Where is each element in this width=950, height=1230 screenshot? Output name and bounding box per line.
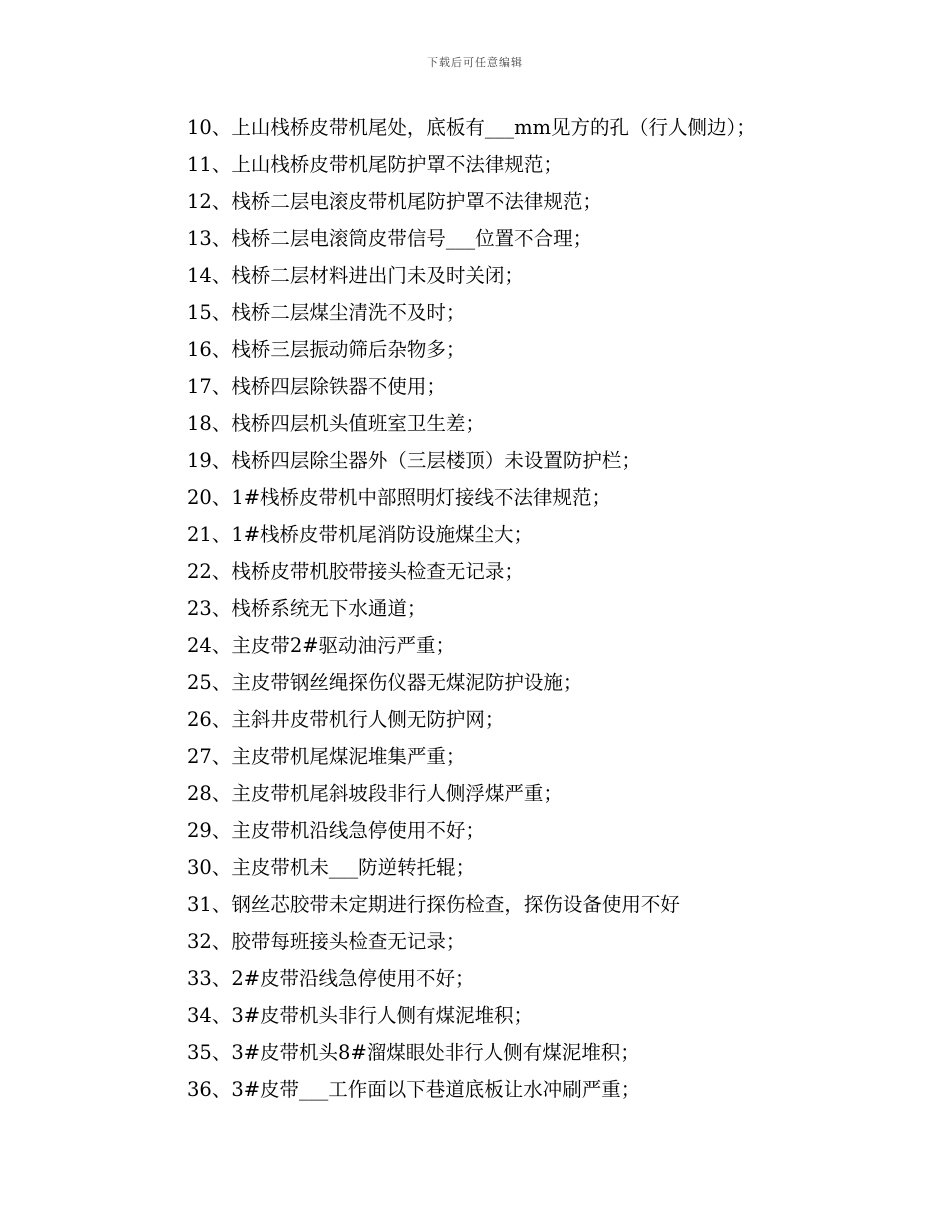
list-item: 15、栈桥二层煤尘清洗不及时； — [187, 301, 466, 324]
list-item: 10、上山栈桥皮带机尾处，底板有___mm见方的孔（行人侧边）； — [187, 116, 756, 139]
list-item: 30、主皮带机未___防逆转托辊； — [187, 856, 476, 879]
list-item: 27、主皮带机尾煤泥堆集严重； — [187, 745, 466, 768]
list-item: 21、1#栈桥皮带机尾消防设施煤尘大； — [187, 523, 534, 546]
list-item: 36、3#皮带___工作面以下巷道底板让水冲刷严重； — [187, 1078, 641, 1101]
list-item: 23、栈桥系统无下水通道； — [187, 597, 427, 620]
page-header: 下载后可任意编辑 — [427, 56, 523, 69]
list-item: 31、钢丝芯胶带未定期进行探伤检查，探伤设备使用不好 — [187, 893, 680, 916]
list-item: 16、栈桥三层振动筛后杂物多； — [187, 338, 466, 361]
list-item: 34、3#皮带机头非行人侧有煤泥堆积； — [187, 1004, 534, 1027]
list-item: 35、3#皮带机头8#溜煤眼处非行人侧有煤泥堆积； — [187, 1041, 640, 1064]
list-item: 20、1#栈桥皮带机中部照明灯接线不法律规范； — [187, 486, 612, 509]
list-item: 18、栈桥四层机头值班室卫生差； — [187, 412, 485, 435]
issue-list — [187, 112, 907, 1111]
list-item: 13、栈桥二层电滚筒皮带信号___位置不合理； — [187, 227, 593, 250]
list-item: 17、栈桥四层除铁器不使用； — [187, 375, 446, 398]
list-item: 22、栈桥皮带机胶带接头检查无记录； — [187, 560, 524, 583]
list-item: 24、主皮带2#驱动油污严重； — [187, 634, 456, 657]
list-item: 19、栈桥四层除尘器外（三层楼顶）未设置防护栏； — [187, 449, 641, 472]
list-item: 33、2#皮带沿线急停使用不好； — [187, 967, 475, 990]
list-item: 29、主皮带机沿线急停使用不好； — [187, 819, 485, 842]
list-item: 25、主皮带钢丝绳探伤仪器无煤泥防护设施； — [187, 671, 583, 694]
list-item: 11、上山栈桥皮带机尾防护罩不法律规范； — [187, 153, 563, 176]
list-item: 26、主斜井皮带机行人侧无防护网； — [187, 708, 505, 731]
list-item: 14、栈桥二层材料进出门未及时关闭； — [187, 264, 524, 287]
list-item: 12、栈桥二层电滚皮带机尾防护罩不法律规范； — [187, 190, 602, 213]
list-item: 32、胶带每班接头检查无记录； — [187, 930, 466, 953]
list-item: 28、主皮带机尾斜坡段非行人侧浮煤严重； — [187, 782, 563, 805]
